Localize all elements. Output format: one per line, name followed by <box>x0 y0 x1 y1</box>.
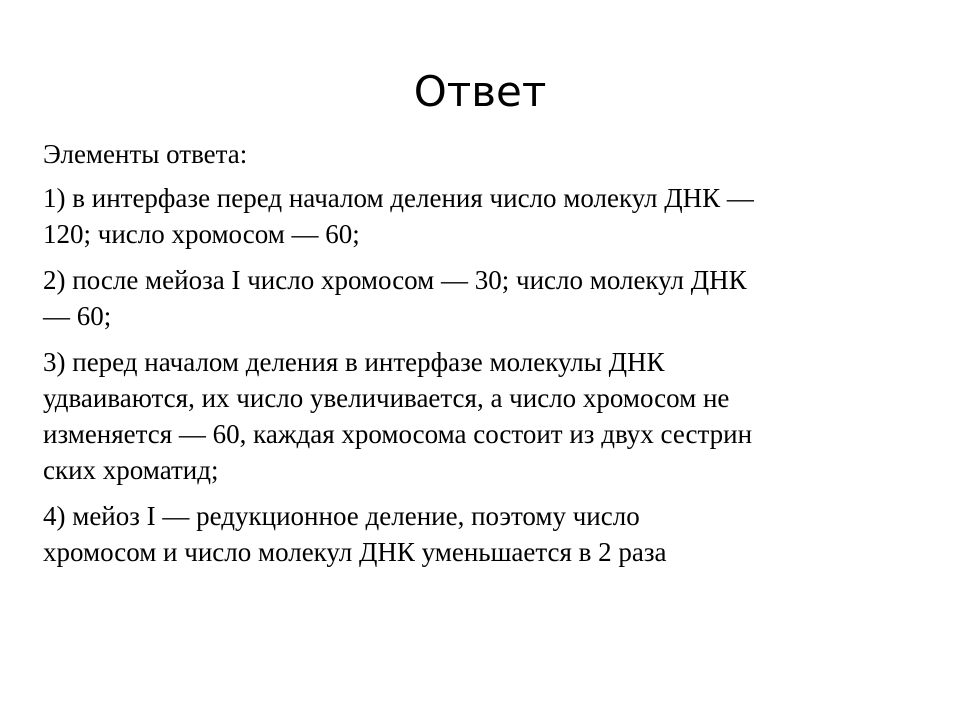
answer-body <box>43 136 913 580</box>
answer-item-3 <box>43 344 913 488</box>
answer-item-3-line-3: изменяется — 60, каждая хромосома состоит из двух сестрин <box>43 419 753 449</box>
answer-item-3-line-4: ских хроматид; <box>43 455 219 485</box>
answer-item-2-line-2: — 60; <box>43 301 112 331</box>
answer-item-3-line-1: 3) перед началом деления в интерфазе молекулы ДНК <box>43 347 665 377</box>
answer-item-2-line-1: 2) после мейоза I число хромосом — 30; число молекул ДНК <box>43 265 747 295</box>
answer-intro: Элементы ответа: <box>43 139 248 169</box>
answer-item-1 <box>43 180 913 252</box>
answer-item-4-line-2: хромосом и число молекул ДНК уменьшается в 2 раза <box>43 537 667 567</box>
answer-item-1-line-1: 1) в интерфазе перед началом деления число молекул ДНК — <box>43 183 754 213</box>
answer-item-2 <box>43 262 913 334</box>
answer-item-4-line-1: 4) мейоз I — редукционное деление, поэтому число <box>43 501 640 531</box>
answer-item-1-line-2: 120; число хромосом — 60; <box>43 219 360 249</box>
slide-title: Ответ <box>413 67 547 116</box>
answer-item-3-line-2: удваиваются, их число увеличивается, а число хромосом не <box>43 383 730 413</box>
answer-item-4 <box>43 498 913 570</box>
